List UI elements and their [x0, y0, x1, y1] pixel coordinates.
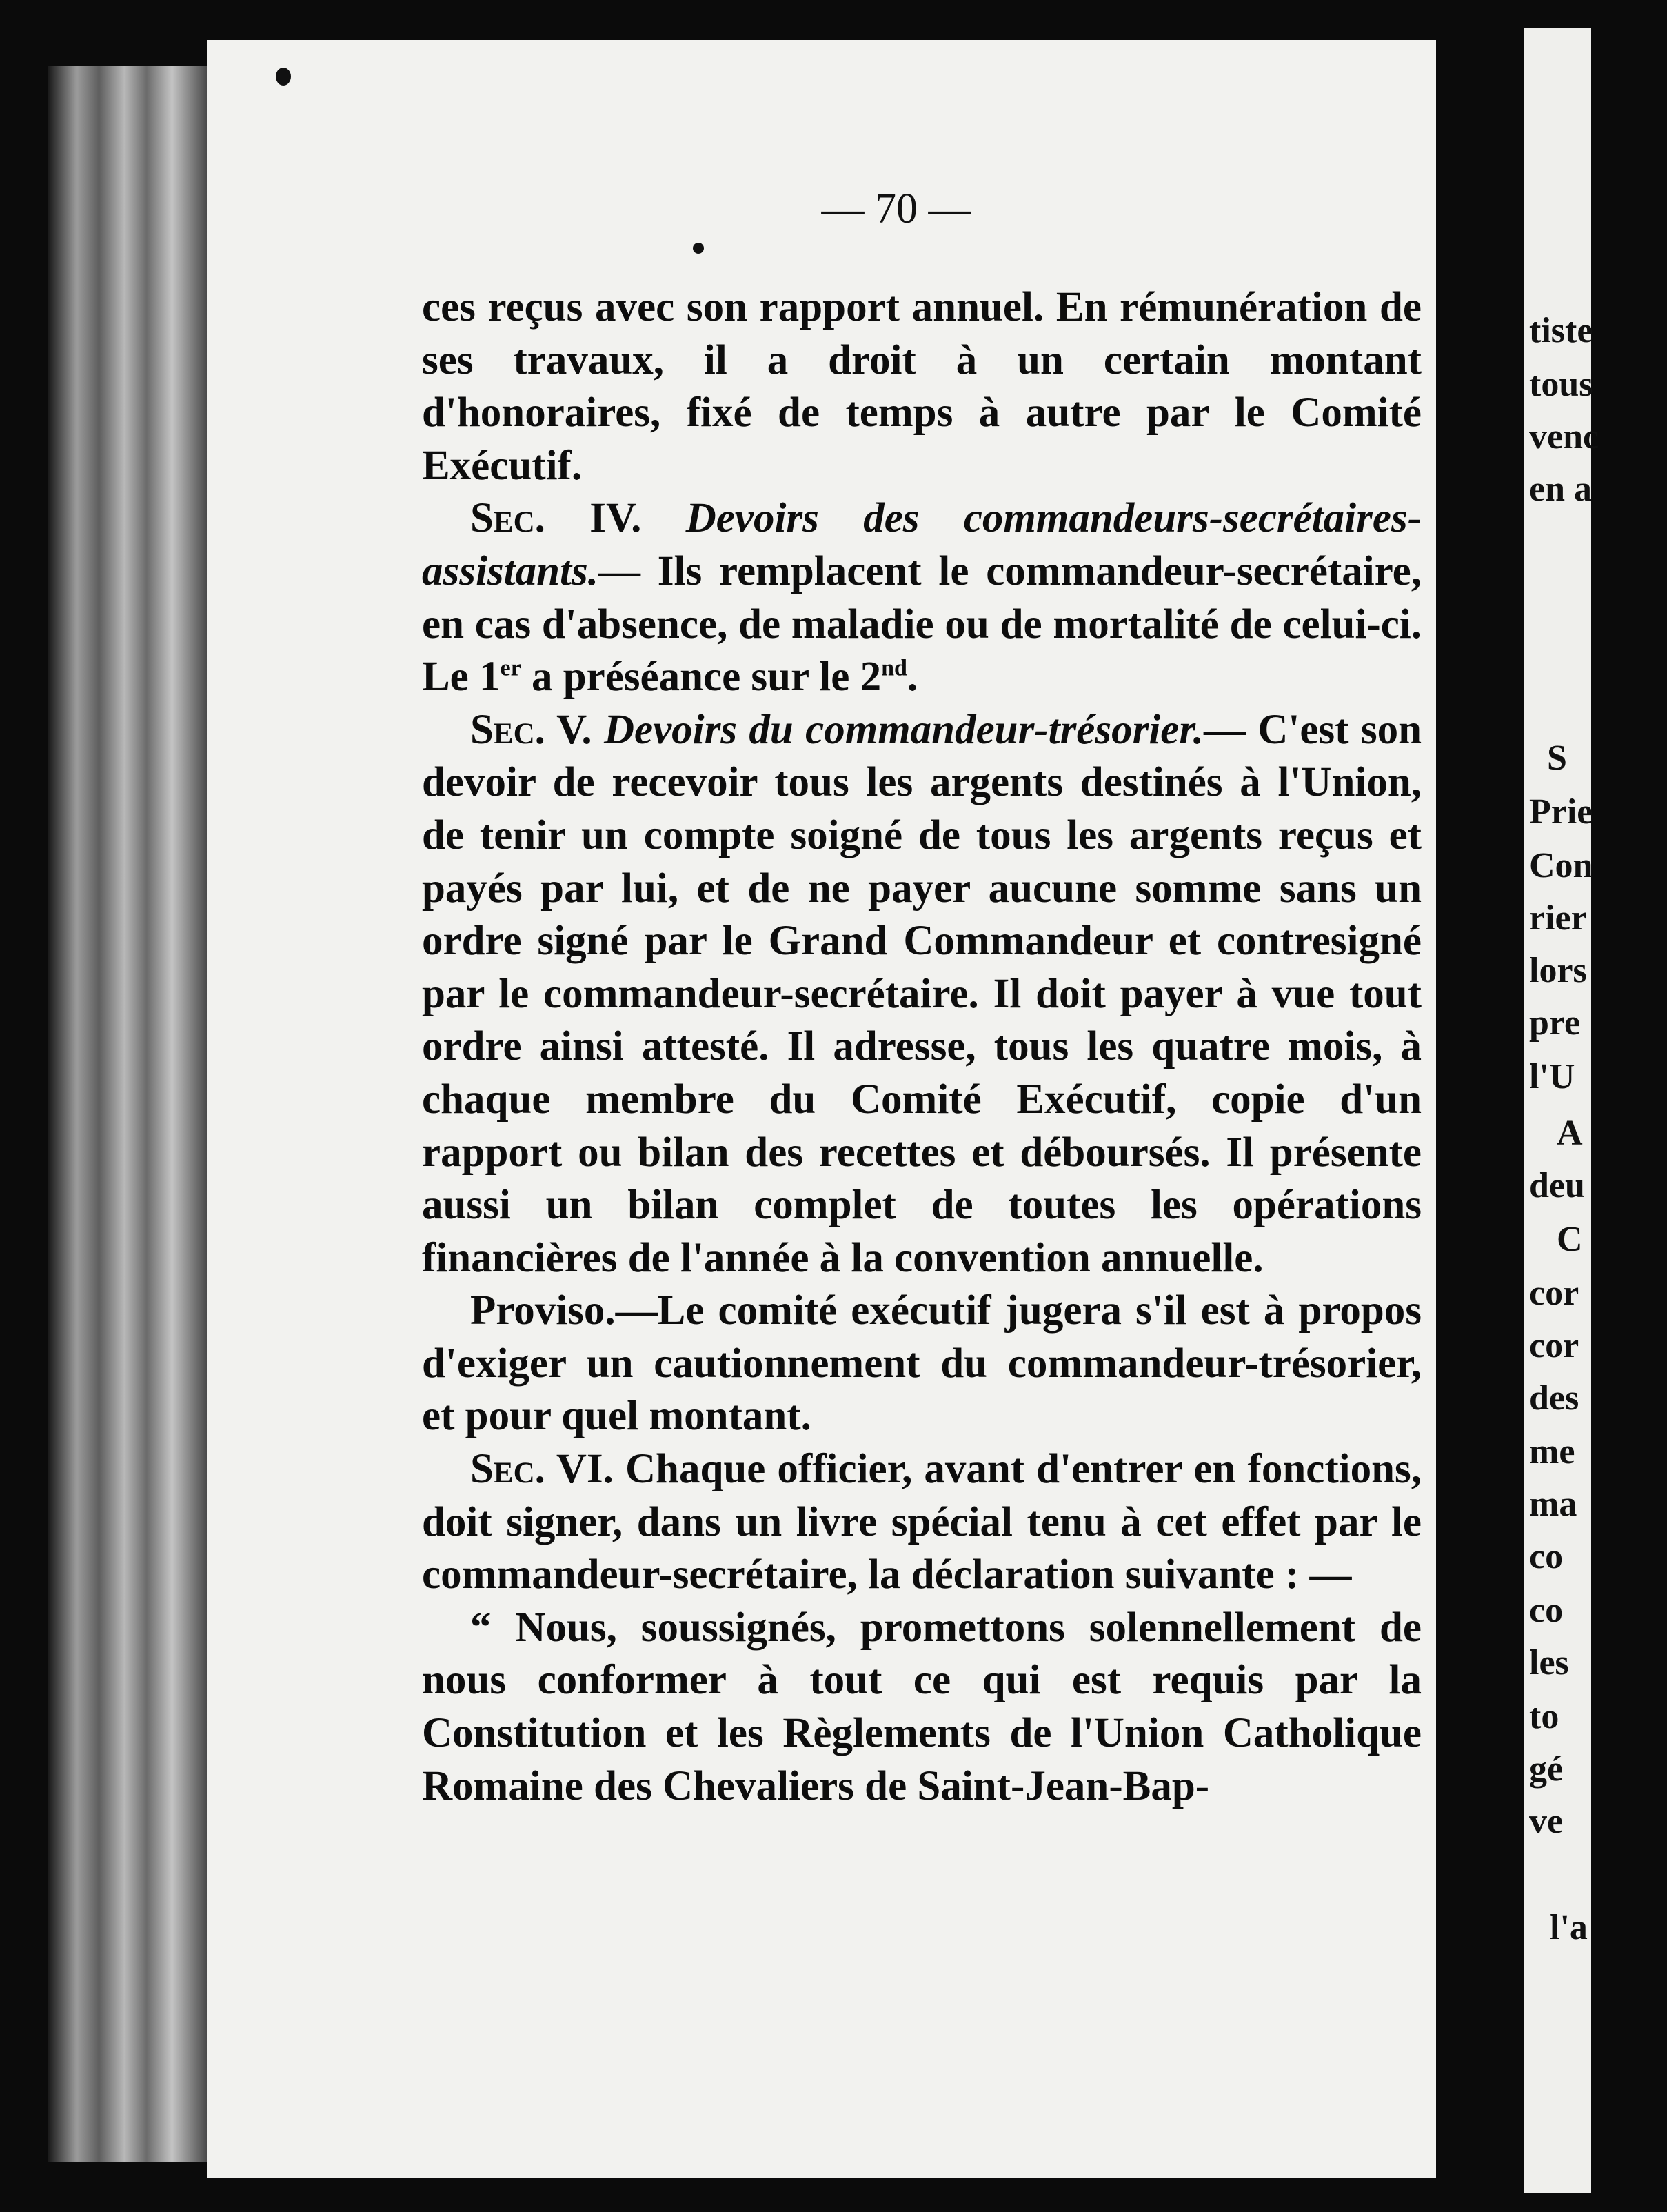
- section-title: Devoirs des commandeurs-secrétaires-assistants.: [422, 495, 1422, 594]
- fragment: cor: [1529, 1274, 1579, 1313]
- section-text: — Ils remplacent le commandeur-secrétaire, en cas d'absence, de maladie ou de mortalité de celui-ci. Le 1: [422, 547, 1422, 701]
- fragment: ve: [1529, 1802, 1564, 1841]
- fragment: l'U: [1529, 1057, 1575, 1096]
- fragment: pre: [1529, 1003, 1581, 1043]
- fragment: cor: [1529, 1326, 1579, 1365]
- fragment: me: [1529, 1432, 1575, 1471]
- fragment: des: [1529, 1378, 1579, 1418]
- page-number: — 70 —: [821, 185, 971, 232]
- fragment: deu: [1529, 1166, 1585, 1205]
- fragment: co: [1529, 1537, 1564, 1576]
- section-label: Sec. V.: [470, 706, 592, 753]
- ink-dot: [693, 243, 704, 254]
- fragment: Con: [1529, 846, 1593, 885]
- fragment: venc: [1529, 417, 1599, 456]
- fragment: A: [1557, 1114, 1583, 1153]
- fragment: Prie: [1529, 792, 1593, 832]
- fragment: rier: [1529, 898, 1587, 938]
- section-text-b: a préséance sur le 2: [521, 654, 882, 701]
- superscript-er: er: [500, 655, 521, 681]
- section-label: Sec. IV.: [470, 495, 642, 542]
- fragment: S: [1547, 738, 1567, 778]
- superscript-nd: nd: [881, 655, 907, 681]
- paragraph-declaration: “ Nous, soussignés, promettons solennellement de nous conformer à tout ce qui est requis par la Constitution et les Règlements de l'Union Catholique Romaine des Chevaliers de Saint-Jean-Bap-: [422, 1604, 1422, 1809]
- fragment: to: [1529, 1697, 1559, 1736]
- page-body: [422, 281, 1422, 1813]
- section-text: — C'est son devoir de recevoir tous les argents destinés à l'Union, de tenir un compte soigné de tous les argents reçus et payés par lui, et de ne payer aucune somme sans un ordre signé par le Grand Commandeur et contresigné par le commandeur-secrétaire. Il doit payer à vue tout ordre ainsi attesté. Il adresse, tous les quatre mois, à chaque membre du Comité Exécutif, copie d'un rapport ou bilan des recettes et déboursés. Il présente aussi un bilan complet de toutes les opérations financières de l'année à la convention annuelle.: [422, 706, 1422, 1281]
- fragment: co: [1529, 1591, 1564, 1630]
- fragment: les: [1529, 1643, 1569, 1682]
- fragment: ma: [1529, 1485, 1577, 1524]
- fragment: gé: [1529, 1749, 1564, 1789]
- section-title: Devoirs du commandeur-trésorier.: [603, 706, 1204, 753]
- paragraph-sec-vi: [422, 1443, 1422, 1602]
- paragraph-sec-v: [422, 704, 1422, 1285]
- fragment: l'a: [1550, 1908, 1588, 1947]
- section-text-c: .: [907, 654, 918, 701]
- fragment: C: [1557, 1220, 1583, 1259]
- fragment: tiste: [1529, 311, 1593, 350]
- paragraph-sec-iv: [422, 492, 1422, 703]
- paragraph-1: ces reçus avec son rapport annuel. En rémunération de ses travaux, il a droit à un certain montant d'honoraires, fixé de temps à autre par le Comité Exécutif.: [422, 284, 1422, 489]
- paragraph-proviso: Proviso.—Le comité exécutif jugera s'il est à propos d'exiger un cautionnement du commandeur-trésorier, et pour quel montant.: [422, 1287, 1422, 1440]
- book-spine: [48, 66, 207, 2162]
- fragment: lors: [1529, 951, 1587, 990]
- section-label: Sec. VI.: [470, 1446, 614, 1493]
- page-hole-mark: [276, 68, 291, 86]
- fragment: en a: [1529, 470, 1592, 509]
- right-page-fragment: [1524, 28, 1599, 2193]
- section-text: Chaque officier, avant d'entrer en fonctions, doit signer, dans un livre spécial tenu à cet effet par le commandeur-secrétaire, la déclaration suivante : —: [422, 1446, 1422, 1598]
- fragment: tous: [1529, 365, 1593, 404]
- page-gutter: [1436, 28, 1524, 2193]
